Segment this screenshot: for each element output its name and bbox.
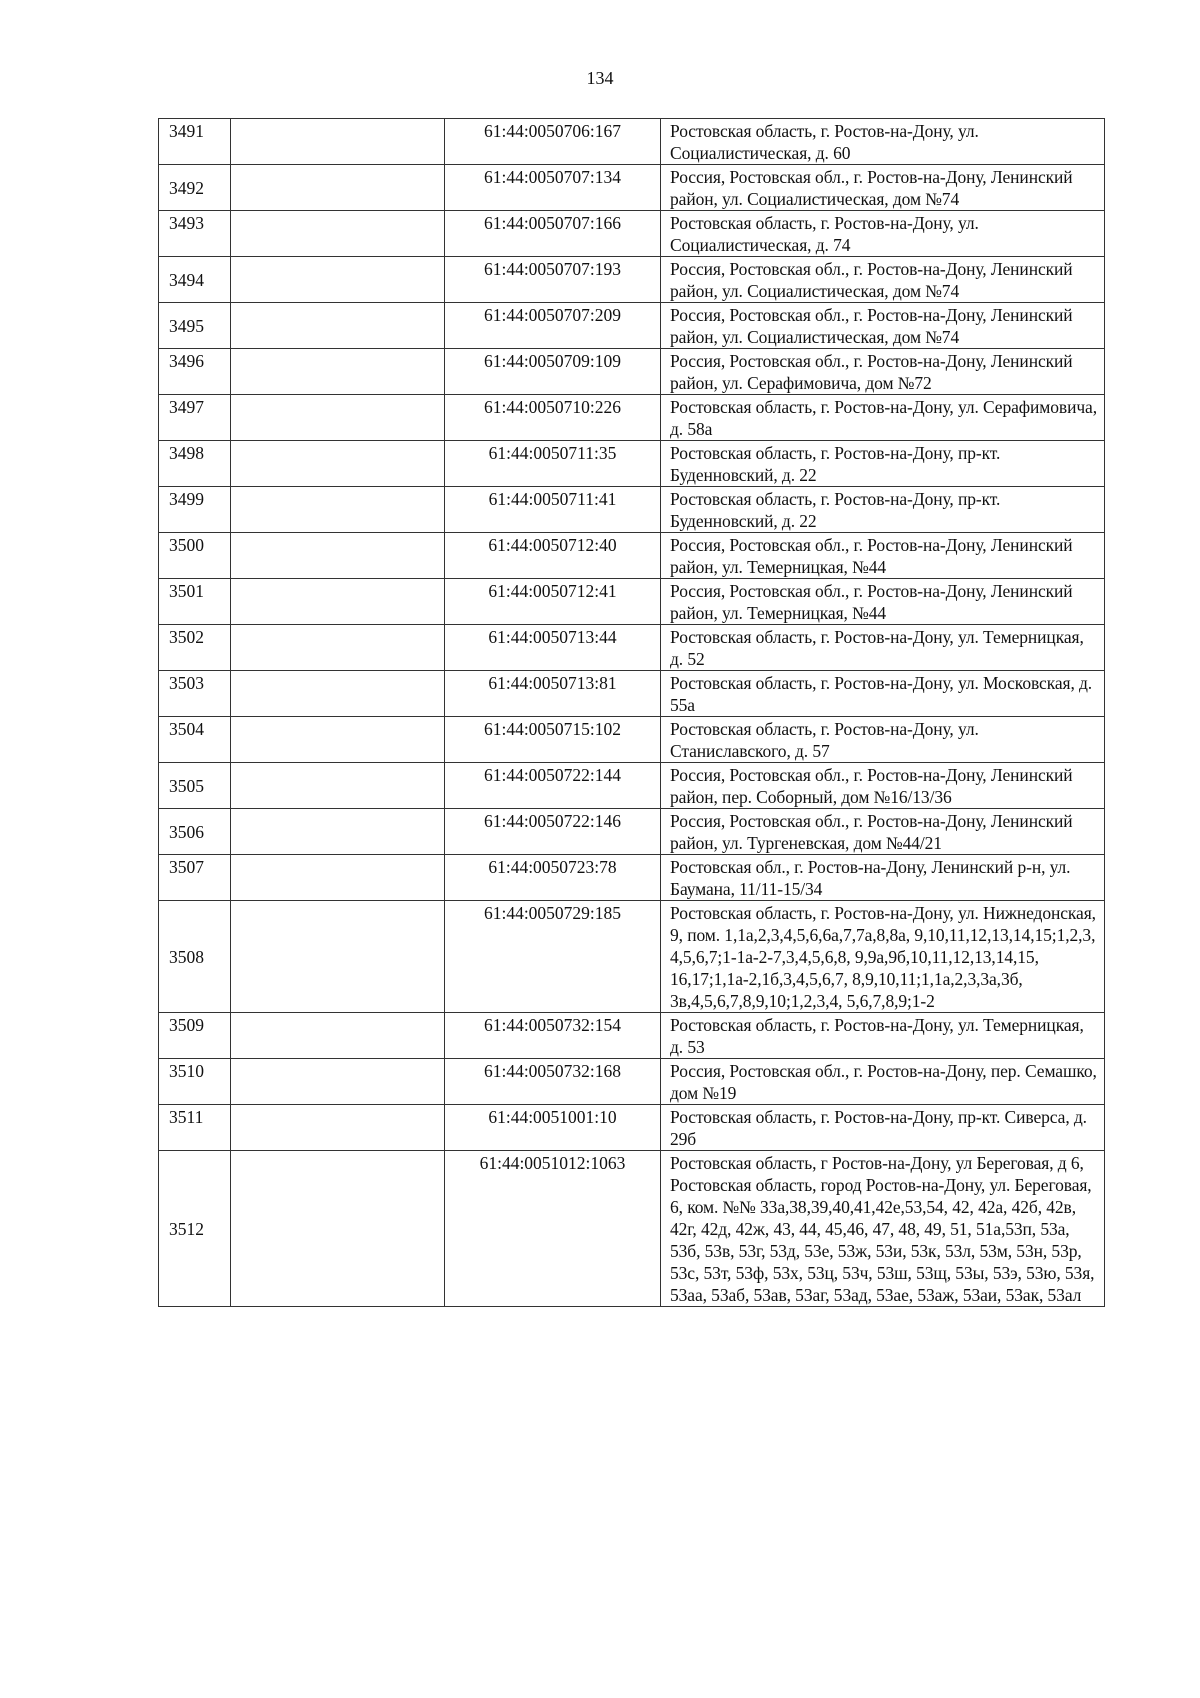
row-number: 3504 bbox=[159, 717, 231, 763]
empty-cell bbox=[231, 625, 445, 671]
cadastral-number: 61:44:0050712:41 bbox=[445, 579, 661, 625]
table-row bbox=[159, 671, 1105, 717]
empty-cell bbox=[231, 487, 445, 533]
cadastral-number: 61:44:0050707:134 bbox=[445, 165, 661, 211]
empty-cell bbox=[231, 349, 445, 395]
table-row bbox=[159, 1105, 1105, 1151]
address: Россия, Ростовская обл., г. Ростов-на-Дону, Ленинский район, ул. Социалистическая, дом №74 bbox=[661, 303, 1105, 349]
cadastral-number: 61:44:0050715:102 bbox=[445, 717, 661, 763]
address: Ростовская область, г. Ростов-на-Дону, ул. Темерницкая, д. 52 bbox=[661, 625, 1105, 671]
address: Россия, Ростовская обл., г. Ростов-на-Дону, Ленинский район, ул. Социалистическая, дом №74 bbox=[661, 257, 1105, 303]
row-number: 3498 bbox=[159, 441, 231, 487]
table-row bbox=[159, 349, 1105, 395]
row-number: 3492 bbox=[159, 165, 231, 211]
row-number: 3494 bbox=[159, 257, 231, 303]
table-row bbox=[159, 533, 1105, 579]
address: Ростовская область, г. Ростов-на-Дону, ул. Станиславского, д. 57 bbox=[661, 717, 1105, 763]
empty-cell bbox=[231, 303, 445, 349]
address: Ростовская область, г. Ростов-на-Дону, ул. Серафимовича, д. 58а bbox=[661, 395, 1105, 441]
table-row bbox=[159, 717, 1105, 763]
row-number: 3510 bbox=[159, 1059, 231, 1105]
address: Россия, Ростовская обл., г. Ростов-на-Дону, Ленинский район, ул. Темерницкая, №44 bbox=[661, 579, 1105, 625]
page-number: 134 bbox=[586, 68, 614, 88]
empty-cell bbox=[231, 257, 445, 303]
table-row bbox=[159, 855, 1105, 901]
empty-cell bbox=[231, 901, 445, 1013]
row-number: 3502 bbox=[159, 625, 231, 671]
address: Ростовская область, г. Ростов-на-Дону, ул. Социалистическая, д. 60 bbox=[661, 119, 1105, 165]
row-number: 3497 bbox=[159, 395, 231, 441]
address: Ростовская область, г. Ростов-на-Дону, пр-кт. Буденновский, д. 22 bbox=[661, 487, 1105, 533]
table-row bbox=[159, 625, 1105, 671]
table-row bbox=[159, 303, 1105, 349]
cadastral-number: 61:44:0050732:154 bbox=[445, 1013, 661, 1059]
row-number: 3511 bbox=[159, 1105, 231, 1151]
address: Россия, Ростовская обл., г. Ростов-на-Дону, Ленинский район, ул. Тургеневская, дом №44/21 bbox=[661, 809, 1105, 855]
address: Ростовская область, г Ростов-на-Дону, ул Береговая, д 6, Ростовская область, город Ростов-на-Дону, ул. Береговая, 6, ком. №№ 33а,38,39,40,41,42е,53,54, 42, 42а, 42б, 42в, 42г, 42д, 42ж, 43, 44, 45,46, 47, 48, 49, 51, 51а,53п, 53а, 53б, 53в, 53г, 53д, 53е, 53ж, 53и, 53к, 53л, 53м, 53н, 53р, 53с, 53т, 53ф, 53х, 53ц, 53ч, 53ш, 53щ, 53ы, 53э, 53ю, 53я, 53аа, 53аб, 53ав, 53аг, 53ад, 53ае, 53аж, 53аи, 53ак, 53ал bbox=[661, 1151, 1105, 1307]
table-row bbox=[159, 257, 1105, 303]
empty-cell bbox=[231, 1105, 445, 1151]
address: Ростовская область, г. Ростов-на-Дону, пр-кт. Сиверса, д. 29б bbox=[661, 1105, 1105, 1151]
row-number: 3495 bbox=[159, 303, 231, 349]
table-row bbox=[159, 165, 1105, 211]
empty-cell bbox=[231, 671, 445, 717]
registry-rows bbox=[159, 119, 1105, 1307]
table-row bbox=[159, 441, 1105, 487]
cadastral-number: 61:44:0050711:35 bbox=[445, 441, 661, 487]
empty-cell bbox=[231, 717, 445, 763]
cadastral-number: 61:44:0050723:78 bbox=[445, 855, 661, 901]
row-number: 3503 bbox=[159, 671, 231, 717]
empty-cell bbox=[231, 211, 445, 257]
row-number: 3501 bbox=[159, 579, 231, 625]
cadastral-number: 61:44:0050712:40 bbox=[445, 533, 661, 579]
empty-cell bbox=[231, 579, 445, 625]
cadastral-number: 61:44:0050713:81 bbox=[445, 671, 661, 717]
empty-cell bbox=[231, 1151, 445, 1307]
address: Ростовская область, г. Ростов-на-Дону, ул. Московская, д. 55а bbox=[661, 671, 1105, 717]
address: Россия, Ростовская обл., г. Ростов-на-Дону, Ленинский район, ул. Социалистическая, дом №74 bbox=[661, 165, 1105, 211]
address: Россия, Ростовская обл., г. Ростов-на-Дону, пер. Семашко, дом №19 bbox=[661, 1059, 1105, 1105]
row-number: 3500 bbox=[159, 533, 231, 579]
table-row bbox=[159, 395, 1105, 441]
empty-cell bbox=[231, 165, 445, 211]
empty-cell bbox=[231, 441, 445, 487]
address: Ростовская область, г. Ростов-на-Дону, ул. Темерницкая, д. 53 bbox=[661, 1013, 1105, 1059]
table-row bbox=[159, 809, 1105, 855]
table-row bbox=[159, 579, 1105, 625]
row-number: 3507 bbox=[159, 855, 231, 901]
table-row bbox=[159, 901, 1105, 1013]
cadastral-number: 61:44:0050707:209 bbox=[445, 303, 661, 349]
empty-cell bbox=[231, 533, 445, 579]
empty-cell bbox=[231, 1059, 445, 1105]
empty-cell bbox=[231, 395, 445, 441]
address: Ростовская область, г. Ростов-на-Дону, ул. Социалистическая, д. 74 bbox=[661, 211, 1105, 257]
cadastral-number: 61:44:0050722:146 bbox=[445, 809, 661, 855]
cadastral-number: 61:44:0050709:109 bbox=[445, 349, 661, 395]
cadastral-number: 61:44:0050706:167 bbox=[445, 119, 661, 165]
address: Ростовская область, г. Ростов-на-Дону, ул. Нижнедонская, 9, пом. 1,1а,2,3,4,5,6,6а,7,7а,8,8а, 9,10,11,12,13,14,15;1,2,3, 4,5,6,7;1-1а-2-7,3,4,5,6,8, 9,9а,9б,10,11,12,13,14,15, 16,17;1,1а-2,1б,3,4,5,6,7, 8,9,10,11;1,1а,2,3,3а,3б, 3в,4,5,6,7,8,9,10;1,2,3,4, 5,6,7,8,9;1-2 bbox=[661, 901, 1105, 1013]
address: Ростовская обл., г. Ростов-на-Дону, Ленинский р-н, ул. Баумана, 11/11-15/34 bbox=[661, 855, 1105, 901]
cadastral-number: 61:44:0050722:144 bbox=[445, 763, 661, 809]
row-number: 3496 bbox=[159, 349, 231, 395]
cadastral-number: 61:44:0050707:166 bbox=[445, 211, 661, 257]
table-row bbox=[159, 763, 1105, 809]
cadastral-number: 61:44:0050729:185 bbox=[445, 901, 661, 1013]
row-number: 3499 bbox=[159, 487, 231, 533]
empty-cell bbox=[231, 855, 445, 901]
table-row bbox=[159, 1151, 1105, 1307]
table-row bbox=[159, 1013, 1105, 1059]
table-row bbox=[159, 119, 1105, 165]
address: Россия, Ростовская обл., г. Ростов-на-Дону, Ленинский район, ул. Серафимовича, дом №72 bbox=[661, 349, 1105, 395]
cadastral-number: 61:44:0050707:193 bbox=[445, 257, 661, 303]
empty-cell bbox=[231, 1013, 445, 1059]
address: Россия, Ростовская обл., г. Ростов-на-Дону, Ленинский район, ул. Темерницкая, №44 bbox=[661, 533, 1105, 579]
table-row bbox=[159, 211, 1105, 257]
row-number: 3512 bbox=[159, 1151, 231, 1307]
table-row bbox=[159, 1059, 1105, 1105]
cadastral-number: 61:44:0050732:168 bbox=[445, 1059, 661, 1105]
cadastral-number: 61:44:0051001:10 bbox=[445, 1105, 661, 1151]
row-number: 3491 bbox=[159, 119, 231, 165]
registry-table bbox=[158, 118, 1105, 1307]
row-number: 3508 bbox=[159, 901, 231, 1013]
address: Ростовская область, г. Ростов-на-Дону, пр-кт. Буденновский, д. 22 bbox=[661, 441, 1105, 487]
row-number: 3505 bbox=[159, 763, 231, 809]
empty-cell bbox=[231, 809, 445, 855]
cadastral-number: 61:44:0050710:226 bbox=[445, 395, 661, 441]
cadastral-number: 61:44:0051012:1063 bbox=[445, 1151, 661, 1307]
table-row bbox=[159, 487, 1105, 533]
cadastral-number: 61:44:0050711:41 bbox=[445, 487, 661, 533]
empty-cell bbox=[231, 119, 445, 165]
row-number: 3493 bbox=[159, 211, 231, 257]
row-number: 3509 bbox=[159, 1013, 231, 1059]
address: Россия, Ростовская обл., г. Ростов-на-Дону, Ленинский район, пер. Соборный, дом №16/13/36 bbox=[661, 763, 1105, 809]
empty-cell bbox=[231, 763, 445, 809]
cadastral-number: 61:44:0050713:44 bbox=[445, 625, 661, 671]
row-number: 3506 bbox=[159, 809, 231, 855]
